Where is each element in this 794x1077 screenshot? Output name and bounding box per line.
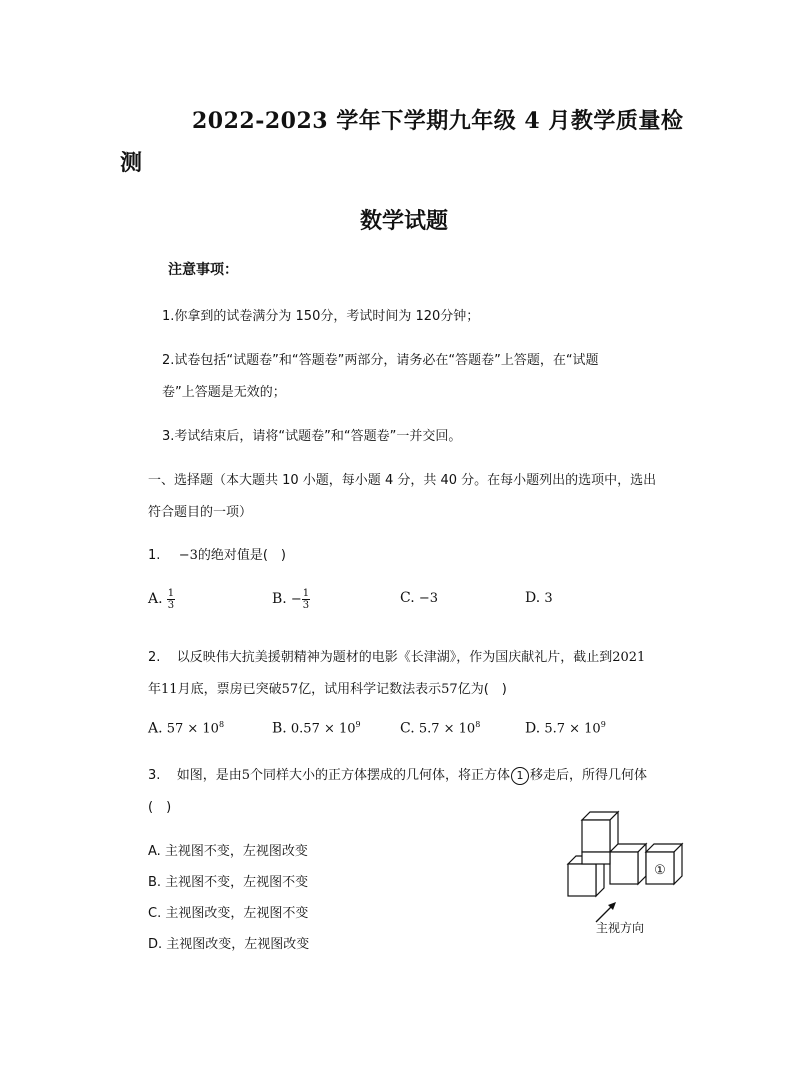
question-number: 1. [148, 548, 161, 563]
amount-value: 57 [441, 682, 458, 697]
cube-1-label: ① [654, 863, 666, 878]
notice-item-2-line1: 2.试卷包括“试题卷”和“答题卷”两部分，请务必在“答题卷”上答题，在“试题 [162, 353, 599, 368]
option-value: 5.7 × 10 [418, 721, 476, 737]
q2-option-c[interactable] [400, 720, 480, 736]
question-text: 个同样大小的正方体摆成的几何体，将正方体 [249, 768, 510, 783]
q2-option-d[interactable] [525, 720, 606, 736]
question-number: 3. [148, 768, 161, 783]
option-value: 57 × 10 [166, 721, 219, 737]
option-label: A. [148, 591, 163, 607]
question-text: 月底，票房已突破 [177, 682, 282, 697]
question-number: 2. [148, 650, 161, 665]
denominator: 3 [167, 600, 175, 611]
cube-middle [610, 844, 646, 884]
notice-item-1: 1.你拿到的试卷满分为 150分，考试时间为 120分钟； [162, 309, 480, 324]
question-text: 亿，试用科学记数法表示 [298, 682, 442, 697]
question-text: 亿为( ) [457, 682, 507, 697]
exponent: 9 [355, 720, 361, 729]
option-value: 0.57 × 10 [290, 721, 356, 737]
option-label: B. [272, 591, 287, 607]
cube-figure [560, 808, 710, 938]
q3-option-c[interactable]: C. 主视图改变，左视图不变 [148, 906, 309, 921]
numerator: 1 [167, 588, 175, 599]
question-3-line1 [148, 764, 647, 785]
year-value: 2021 [612, 650, 646, 665]
exponent: 8 [475, 720, 481, 729]
question-2-line1 [148, 646, 645, 665]
exponent: 8 [218, 720, 225, 729]
option-value: 5.7 × 10 [544, 721, 601, 737]
option-label: C. [400, 720, 415, 737]
option-label: D. [525, 720, 541, 737]
month-value: 11 [161, 682, 178, 697]
q1-option-c[interactable] [400, 590, 438, 606]
notice-item-3: 3.考试结束后，请将“试题卷”和“答题卷”一并交回。 [162, 429, 462, 444]
q3-option-b[interactable]: B. 主视图不变，左视图不变 [148, 875, 309, 890]
question-text: 的绝对值是( ) [197, 548, 287, 563]
question-text: 如图，是由 [176, 768, 242, 783]
q3-option-a[interactable]: A. 主视图不变，左视图改变 [148, 844, 308, 859]
denominator: 3 [302, 600, 310, 611]
cube-under-top [582, 852, 610, 864]
option-value: −3 [418, 591, 438, 606]
amount-value: 57 [281, 682, 299, 697]
q1-option-d[interactable] [525, 590, 553, 606]
page-title-line1: 2022-2023 学年下学期九年级 4 月教学质量检 [192, 108, 684, 134]
question-2-line2 [148, 678, 507, 697]
circled-number-1: 1 [511, 767, 529, 785]
question-text: 年 [148, 682, 162, 697]
q1-option-b[interactable] [272, 588, 310, 611]
page-subtitle: 数学试题 [360, 208, 449, 234]
q2-option-a[interactable] [148, 720, 224, 736]
question-1 [148, 544, 286, 563]
count-value: 5 [241, 768, 250, 783]
arrow-icon [596, 902, 616, 922]
notice-heading: 注意事项： [168, 262, 238, 278]
cube-top [582, 812, 618, 852]
page-title-line2: 测 [120, 150, 143, 176]
exponent: 9 [600, 720, 606, 729]
section-header-line1: 一、选择题（本大题共 10 小题，每小题 4 分，共 40 分。在每小题列出的选项中，选出 [148, 473, 657, 488]
q3-option-d[interactable]: D. 主视图改变，左视图改变 [148, 937, 310, 952]
notice-item-2-line2: 卷”上答题是无效的； [162, 385, 286, 400]
math-expression: −3 [178, 548, 198, 563]
option-label: A. [148, 720, 163, 737]
option-label: C. [400, 590, 415, 606]
option-label: B. [272, 720, 287, 737]
question-3-line2: ( ) [148, 800, 172, 815]
q2-option-b[interactable] [272, 720, 361, 736]
fraction [167, 588, 175, 611]
question-text: 以反映伟大抗美援朝精神为题材的电影《长津湖》，作为国庆献礼片，截止到 [176, 650, 613, 665]
option-value: 3 [544, 591, 553, 606]
numerator: 1 [302, 588, 310, 599]
view-direction-label: 主视方向 [596, 921, 645, 935]
q1-option-a[interactable] [148, 588, 175, 611]
option-label: D. [525, 590, 541, 606]
section-header-line2: 符合题目的一项） [148, 505, 253, 520]
question-text: 移走后，所得几何体 [530, 768, 648, 783]
minus-sign: − [290, 592, 302, 607]
fraction [302, 588, 310, 611]
